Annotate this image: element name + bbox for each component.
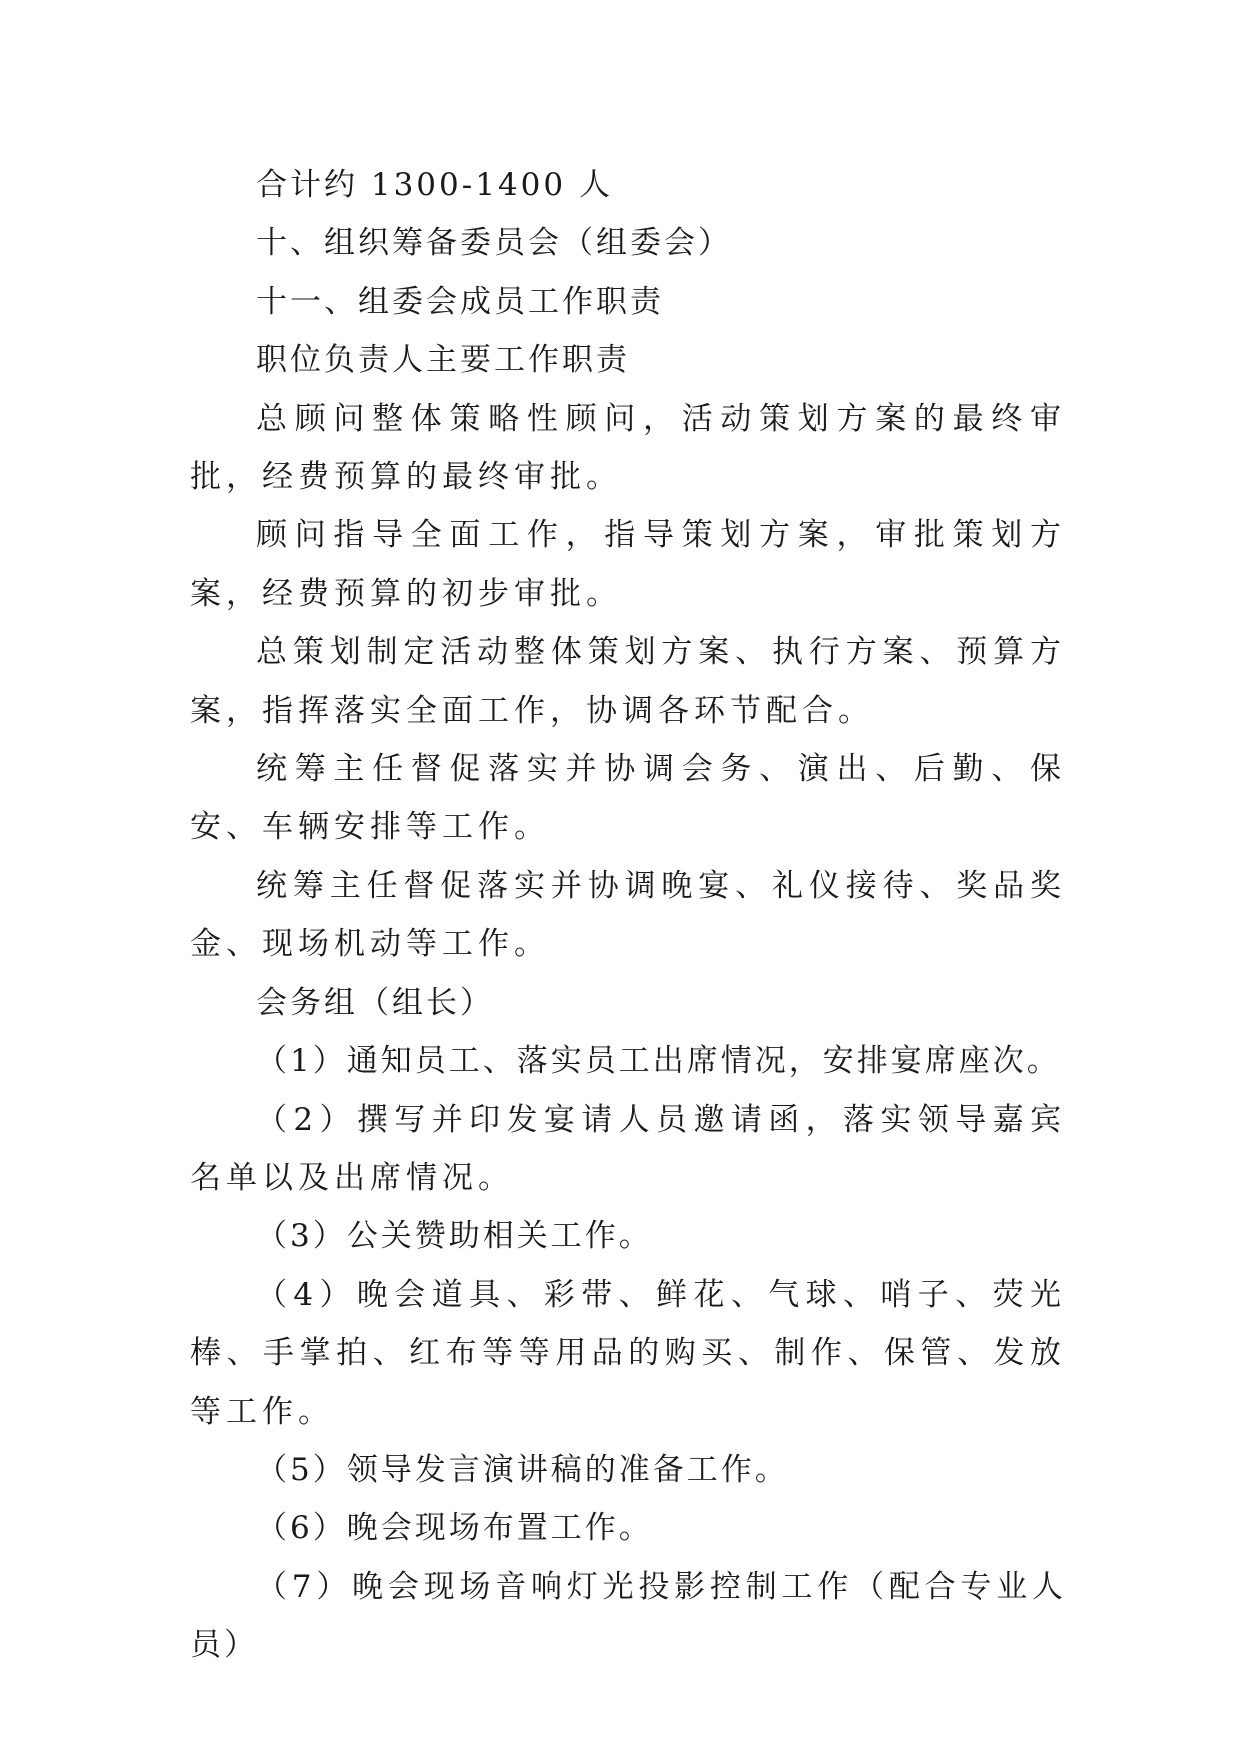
list-item-2: （2）撰写并印发宴请人员邀请函，落实领导嘉宾名单以及出席情况。 bbox=[190, 1101, 1066, 1196]
heading-section-11: 十一、组委会成员工作职责 bbox=[256, 283, 664, 320]
paragraph-total-attendees: 合计约 1300-1400 人 bbox=[256, 167, 613, 203]
heading-section-10: 十、组织筹备委员会（组委会） bbox=[256, 225, 732, 262]
paragraph-chief-planner: 总策划制定活动整体策划方案、执行方案、预算方案，指挥落实全面工作，协调各环节配合。 bbox=[190, 634, 1066, 729]
paragraph-coordinator-2: 统筹主任督促落实并协调晚宴、礼仪接待、奖品奖金、现场机动等工作。 bbox=[190, 867, 1066, 963]
paragraph-table-header: 职位负责人主要工作职责 bbox=[256, 342, 630, 379]
list-item-4: （4）晚会道具、彩带、鲜花、气球、哨子、荧光棒、手掌拍、红布等等用品的购买、制作、保管、发放等工作。 bbox=[190, 1276, 1066, 1430]
heading-conference-group: 会务组（组长） bbox=[256, 984, 494, 1021]
list-item-6: （6）晚会现场布置工作。 bbox=[256, 1510, 653, 1547]
list-item-7: （7）晚会现场音响灯光投影控制工作（配合专业人员） bbox=[190, 1568, 1066, 1664]
paragraph-advisor: 顾问指导全面工作，指导策划方案，审批策划方案，经费预算的初步审批。 bbox=[190, 517, 1066, 612]
paragraph-chief-advisor: 总顾问整体策略性顾问，活动策划方案的最终审批，经费预算的最终审批。 bbox=[190, 400, 1066, 496]
paragraph-coordinator-1: 统筹主任督促落实并协调会务、演出、后勤、保安、车辆安排等工作。 bbox=[190, 751, 1066, 846]
list-item-5: （5）领导发言演讲稿的准备工作。 bbox=[256, 1451, 789, 1488]
list-item-3: （3）公关赞助相关工作。 bbox=[256, 1218, 653, 1255]
document-body bbox=[190, 156, 1066, 1675]
list-item-1: （1）通知员工、落实员工出席情况，安排宴席座次。 bbox=[256, 1043, 1061, 1080]
